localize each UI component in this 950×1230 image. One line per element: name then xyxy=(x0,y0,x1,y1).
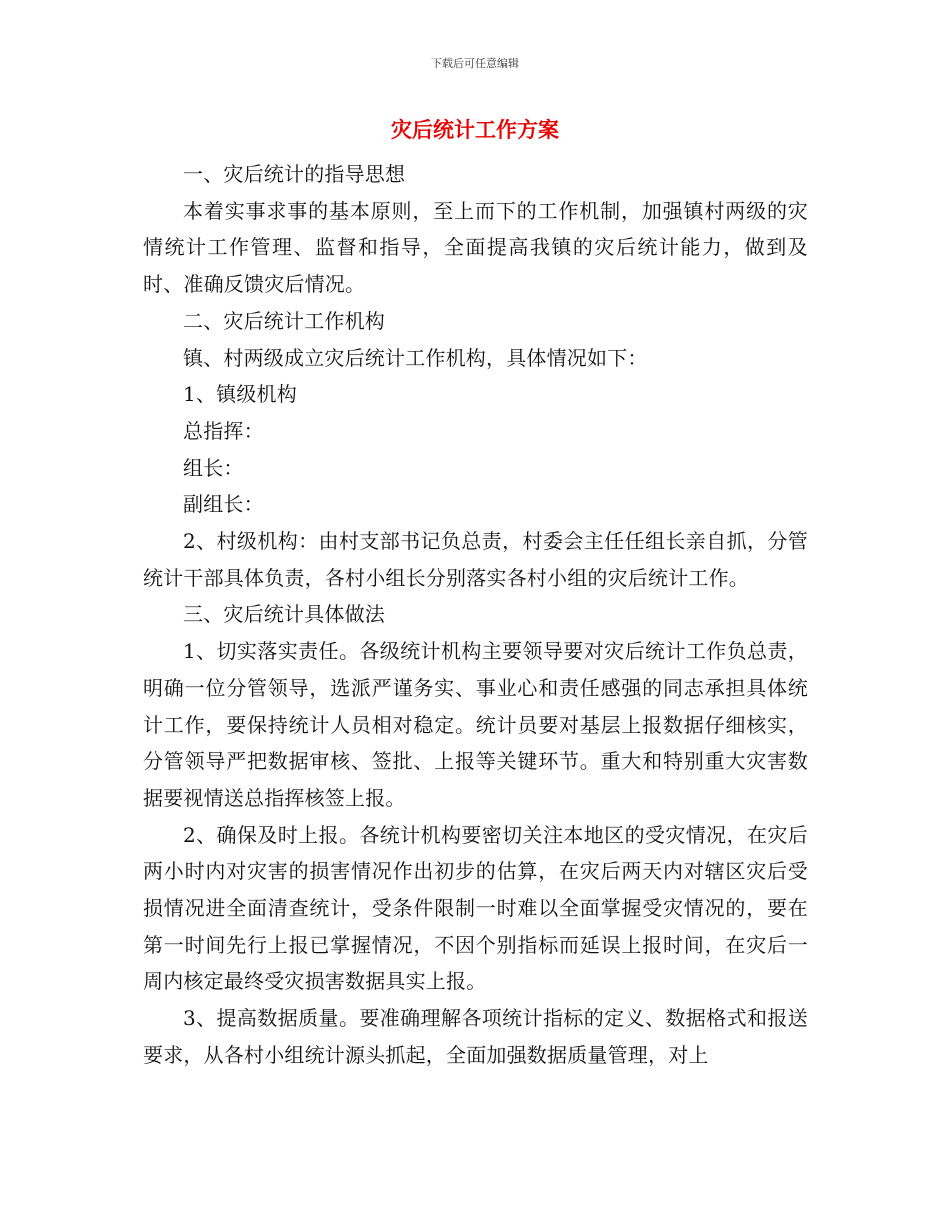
document-body xyxy=(143,156,808,1074)
subheading-town-level: 1、镇级机构 xyxy=(183,382,297,407)
paragraph-village-level: 2、村级机构：由村支部书记负总责，村委会主任任组长亲自抓，分管统计干部具体负责，各村小组长分别落实各村小组的灾后统计工作。 xyxy=(143,529,808,590)
section-heading-1: 一、灾后统计的指导思想 xyxy=(183,162,406,186)
header-note: 下载后可任意编辑 xyxy=(431,57,519,70)
document-title: 灾后统计工作方案 xyxy=(391,118,559,142)
paragraph-principle: 本着实事求事的基本原则，至上而下的工作机制，加强镇村两级的灾情统计工作管理、监督和指导，全面提高我镇的灾后统计能力，做到及时、准确反馈灾后情况。 xyxy=(143,198,808,297)
paragraph-responsibility: 1、切实落实责任。各级统计机构主要领导要对灾后统计工作负总责，明确一位分管领导，选派严谨务实、事业心和责任感强的同志承担具体统计工作，要保持统计人员相对稳定。统计员要对基层上报数据仔细核实，分管领导严把数据审核、签批、上报等关键环节。重大和特别重大灾害数据要视情送总指挥核签上报。 xyxy=(143,639,808,810)
field-commander: 总指挥： xyxy=(183,418,264,443)
paragraph-organization: 镇、村两级成立灾后统计工作机构，具体情况如下： xyxy=(183,345,648,370)
paragraph-timely-report: 2、确保及时上报。各统计机构要密切关注本地区的受灾情况，在灾后两小时内对灾害的损害情况作出初步的估算，在灾后两天内对辖区灾后受损情况进全面清查统计，受条件限制一时难以全面掌握受灾情况的，要在第一时间先行上报已掌握情况，不因个别指标而延误上报时间，在灾后一周内核定最终受灾损害数据具实上报。 xyxy=(143,822,808,994)
field-leader: 组长： xyxy=(183,455,244,480)
paragraph-data-quality: 3、提高数据质量。要准确理解各项统计指标的定义、数据格式和报送要求，从各村小组统计源头抓起，全面加强数据质量管理，对上 xyxy=(143,1006,808,1067)
field-deputy-leader: 副组长： xyxy=(183,492,264,517)
section-heading-3: 三、灾后统计具体做法 xyxy=(183,602,385,627)
section-heading-2: 二、灾后统计工作机构 xyxy=(183,308,385,333)
